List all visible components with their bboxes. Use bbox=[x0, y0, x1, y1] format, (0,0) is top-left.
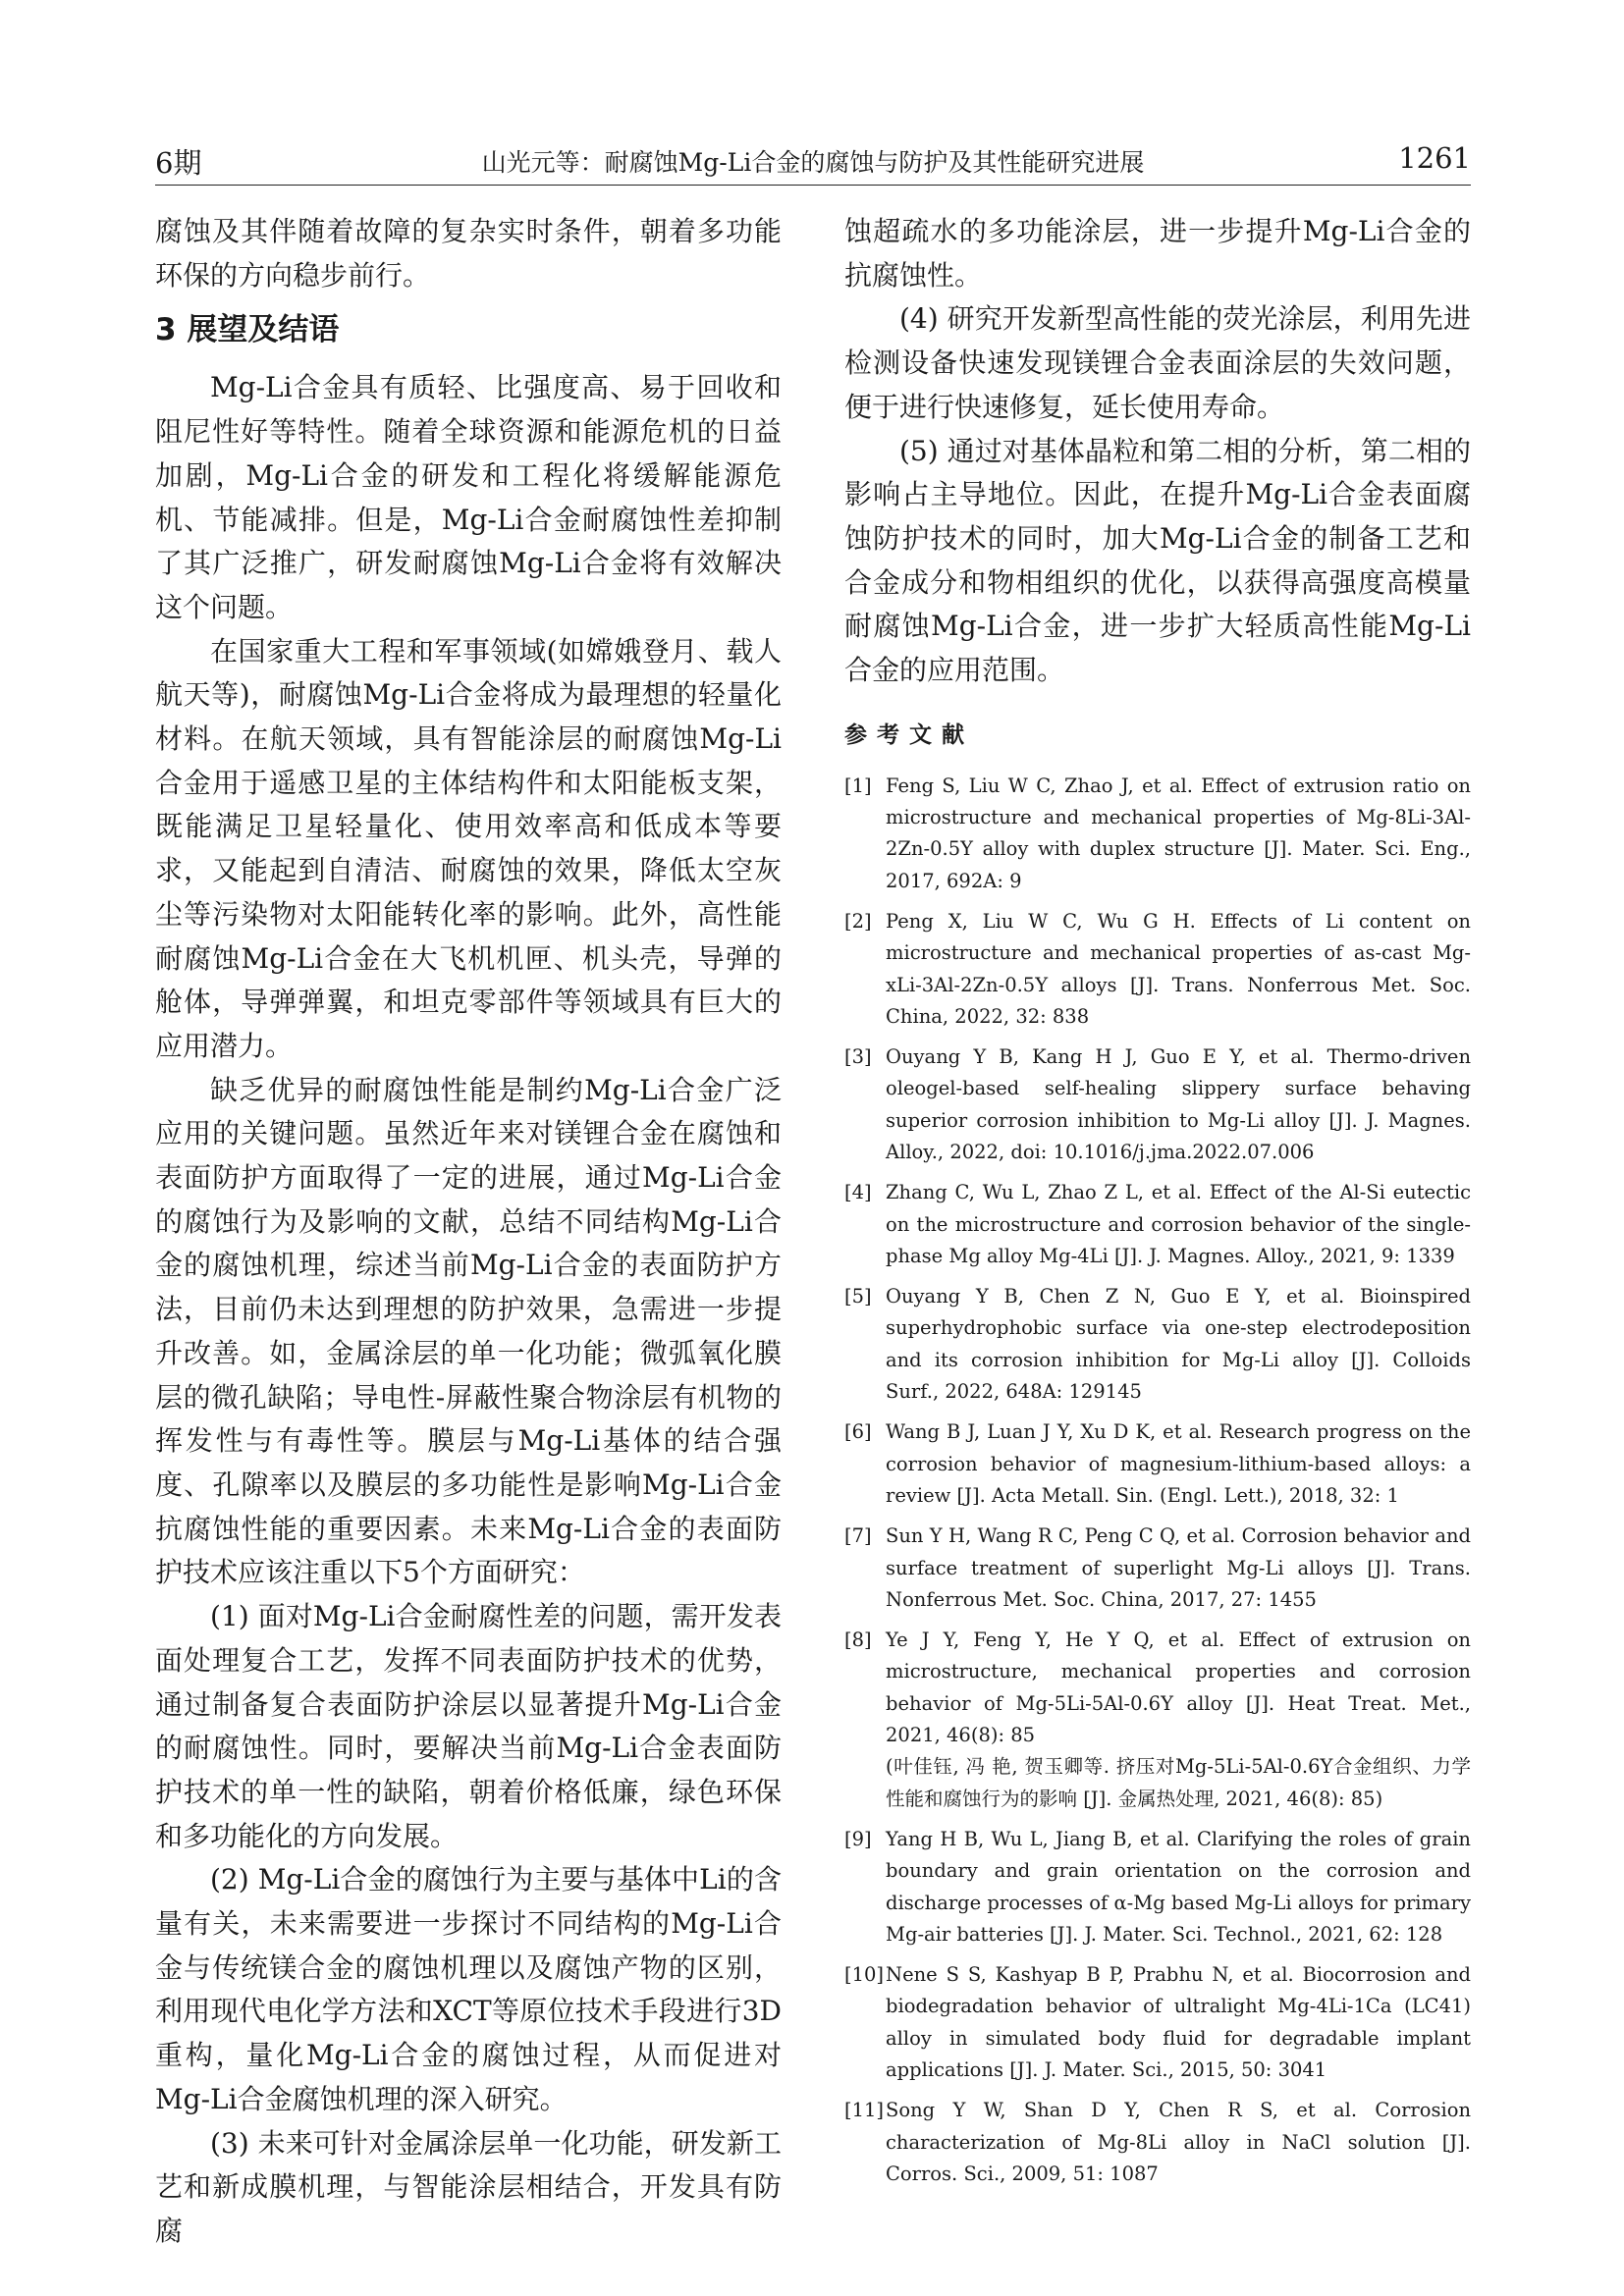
right-column bbox=[844, 210, 1471, 2199]
reference-number: [4] bbox=[844, 1181, 872, 1204]
reference-list bbox=[844, 771, 1471, 2190]
reference-text: Sun Y H, Wang R C, Peng C Q, et al. Corrosion behavior and surface treatment of superlight Mg-Li alloys [J]. Trans. Nonferrous Met. Soc. China, 2017, 27: 1455 bbox=[886, 1524, 1471, 1611]
body-paragraph: (4) 研究开发新型高性能的荧光涂层，利用先进检测设备快速发现镁锂合金表面涂层的失效问题，便于进行快速修复，延长使用寿命。 bbox=[844, 302, 1471, 423]
header-rule bbox=[155, 185, 1471, 186]
reference-item bbox=[844, 1416, 1471, 1512]
continued-paragraph: 蚀超疏水的多功能涂层，进一步提升Mg-Li合金的抗腐蚀性。 bbox=[844, 215, 1471, 292]
running-title: 山光元等：耐腐蚀Mg-Li合金的腐蚀与防护及其性能研究进展 bbox=[481, 148, 1145, 177]
reference-text: Zhang C, Wu L, Zhao Z L, et al. Effect of the Al-Si eutectic on the microstructure and corrosion behavior of the single-phase Mg alloy Mg-4Li [J]. J. Magnes. Alloy., 2021, 9: 1339 bbox=[886, 1181, 1471, 1267]
reference-text: Ouyang Y B, Kang H J, Guo E Y, et al. Thermo-driven oleogel-based self-healing slippery surface behaving superior corrosion inhibition to Mg-Li alloy [J]. J. Magnes. Alloy., 2022, doi: 10.1016/j.jma.2022.07.006 bbox=[886, 1045, 1471, 1163]
reference-text: Feng S, Liu W C, Zhao J, et al. Effect of extrusion ratio on microstructure and mechanical properties of Mg-8Li-3Al-2Zn-0.5Y alloy with duplex structure [J]. Mater. Sci. Eng., 2017, 692A: 9 bbox=[886, 774, 1471, 892]
reference-number: [7] bbox=[844, 1524, 872, 1548]
issue-number: 6期 bbox=[155, 146, 202, 180]
reference-number: [6] bbox=[844, 1420, 872, 1444]
body-paragraph: (5) 通过对基体晶粒和第二相的分析，第二相的影响占主导地位。因此，在提升Mg-Li合金表面腐蚀防护技术的同时，加大Mg-Li合金的制备工艺和合金成分和物相组织的优化，以获得高强度高模量耐腐蚀Mg-Li合金，进一步扩大轻质高性能Mg-Li合金的应用范围。 bbox=[844, 434, 1471, 687]
reference-item bbox=[844, 2095, 1471, 2190]
body-paragraph: Mg-Li合金具有质轻、比强度高、易于回收和阻尼性好等特性。随着全球资源和能源危机的日益加剧，Mg-Li合金的研发和工程化将缓解能源危机、节能减排。但是，Mg-Li合金耐腐蚀性差抑制了其广泛推广，研发耐腐蚀Mg-Li合金将有效解决这个问题。 bbox=[155, 371, 782, 623]
reference-number: [10] bbox=[844, 1963, 885, 1987]
references-title: 参考文献 bbox=[844, 721, 974, 748]
body-paragraph: 在国家重大工程和军事领域(如嫦娥登月、载人航天等)，耐腐蚀Mg-Li合金将成为最理想的轻量化材料。在航天领域，具有智能涂层的耐腐蚀Mg-Li合金用于遥感卫星的主体结构件和太阳能板支架，既能满足卫星轻量化、使用效率高和低成本等要求，又能起到自清洁、耐腐蚀的效果，降低太空灰尘等污染物对太阳能转化率的影响。此外，高性能耐腐蚀Mg-Li合金在大飞机机匣、机头壳，导弹的舱体，导弹弹翼，和坦克零部件等领域具有巨大的应用潜力。 bbox=[155, 634, 782, 1062]
reference-number: [9] bbox=[844, 1827, 872, 1850]
reference-text: Wang B J, Luan J Y, Xu D K, et al. Research progress on the corrosion behavior of magnesium-lithium-based alloys: a review [J]. Acta Metall. Sin. (Engl. Lett.), 2018, 32: 1 bbox=[886, 1420, 1471, 1507]
reference-item bbox=[844, 1625, 1471, 1815]
reference-item bbox=[844, 771, 1471, 897]
reference-number: [5] bbox=[844, 1285, 872, 1308]
reference-item bbox=[844, 906, 1471, 1033]
reference-text: Peng X, Liu W C, Wu G H. Effects of Li content on microstructure and mechanical properties of as-cast Mg-xLi-3Al-2Zn-0.5Y alloys [J]. Trans. Nonferrous Met. Soc. China, 2022, 32: 838 bbox=[886, 909, 1471, 1028]
page-header bbox=[155, 141, 1471, 183]
reference-item bbox=[844, 1824, 1471, 1950]
reference-text: Nene S S, Kashyap B P, Prabhu N, et al. Biocorrosion and biodegradation behavior of ultralight Mg-4Li-1Ca (LC41) alloy in simulated body fluid for degradable implant applications [J]. J. Mater. Sci., 2015, 50: 3041 bbox=[886, 1963, 1471, 2082]
body-paragraph: 缺乏优异的耐腐蚀性能是制约Mg-Li合金广泛应用的关键问题。虽然近年来对镁锂合金在腐蚀和表面防护方面取得了一定的进展，通过Mg-Li合金的腐蚀行为及影响的文献，总结不同结构Mg-Li合金的腐蚀机理，综述当前Mg-Li合金的表面防护方法，目前仍未达到理想的防护效果，急需进一步提升改善。如，金属涂层的单一化功能；微弧氧化膜层的微孔缺陷；导电性-屏蔽性聚合物涂层有机物的挥发性与有毒性等。膜层与Mg-Li基体的结合强度、孔隙率以及膜层的多功能性是影响Mg-Li合金抗腐蚀性能的重要因素。未来Mg-Li合金的表面防护技术应该注重以下5个方面研究： bbox=[155, 1073, 782, 1589]
reference-item bbox=[844, 1281, 1471, 1408]
reference-text: Song Y W, Shan D Y, Chen R S, et al. Corrosion characterization of Mg-8Li alloy in NaCl solution [J]. Corros. Sci., 2009, 51: 1087 bbox=[886, 2099, 1471, 2185]
reference-item bbox=[844, 1041, 1471, 1168]
reference-item bbox=[844, 1959, 1471, 2086]
reference-item bbox=[844, 1521, 1471, 1616]
reference-number: [2] bbox=[844, 909, 872, 933]
body-paragraph: (2) Mg-Li合金的腐蚀行为主要与基体中Li的含量有关，未来需要进一步探讨不同结构的Mg-Li合金与传统镁合金的腐蚀机理以及腐蚀产物的区别，利用现代电化学方法和XCT等原位技术手段进行3D重构，量化Mg-Li合金的腐蚀过程，从而促进对Mg-Li合金腐蚀机理的深入研究。 bbox=[155, 1863, 782, 2115]
body-paragraph: (1) 面对Mg-Li合金耐腐性差的问题，需开发表面处理复合工艺，发挥不同表面防护技术的优势，通过制备复合表面防护涂层以显著提升Mg-Li合金的耐腐蚀性。同时，要解决当前Mg-Li合金表面防护技术的单一性的缺陷，朝着价格低廉，绿色环保和多功能化的方向发展。 bbox=[155, 1600, 782, 1852]
body-paragraph: (3) 未来可针对金属涂层单一化功能，研发新工艺和新成膜机理，与智能涂层相结合，开发具有防腐 bbox=[155, 2126, 782, 2247]
page-number: 1261 bbox=[1398, 141, 1471, 175]
continued-paragraph: 腐蚀及其伴随着故障的复杂实时条件，朝着多功能环保的方向稳步前行。 bbox=[155, 215, 782, 292]
reference-text-chinese: (叶佳钰, 冯 艳, 贺玉卿等. 挤压对Mg-5Li-5Al-0.6Y合金组织、力学性能和腐蚀行为的影响 [J]. 金属热处理, 2021, 46(8): 85) bbox=[886, 1755, 1471, 1810]
reference-text: Ye J Y, Feng Y, He Y Q, et al. Effect of extrusion on microstructure, mechanical properties and corrosion behavior of Mg-5Li-5Al-0.6Y alloy [J]. Heat Treat. Met., 2021, 46(8): 85 bbox=[886, 1629, 1471, 1747]
reference-text: Yang H B, Wu L, Jiang B, et al. Clarifying the roles of grain boundary and grain orientation on the corrosion and discharge processes of α-Mg based Mg-Li alloys for primary Mg-air batteries [J]. J. Mater. Sci. Technol., 2021, 62: 128 bbox=[886, 1827, 1471, 1946]
reference-text: Ouyang Y B, Chen Z N, Guo E Y, et al. Bioinspired superhydrophobic surface via one-step electrodeposition and its corrosion inhibition for Mg-Li alloy [J]. Colloids Surf., 2022, 648A: 129145 bbox=[886, 1285, 1471, 1404]
reference-number: [8] bbox=[844, 1629, 872, 1652]
left-column bbox=[155, 210, 782, 2254]
reference-number: [3] bbox=[844, 1045, 872, 1069]
reference-number: [1] bbox=[844, 774, 872, 797]
reference-item bbox=[844, 1177, 1471, 1272]
reference-number: [11] bbox=[844, 2099, 885, 2122]
section-title: 3 展望及结语 bbox=[155, 312, 340, 348]
